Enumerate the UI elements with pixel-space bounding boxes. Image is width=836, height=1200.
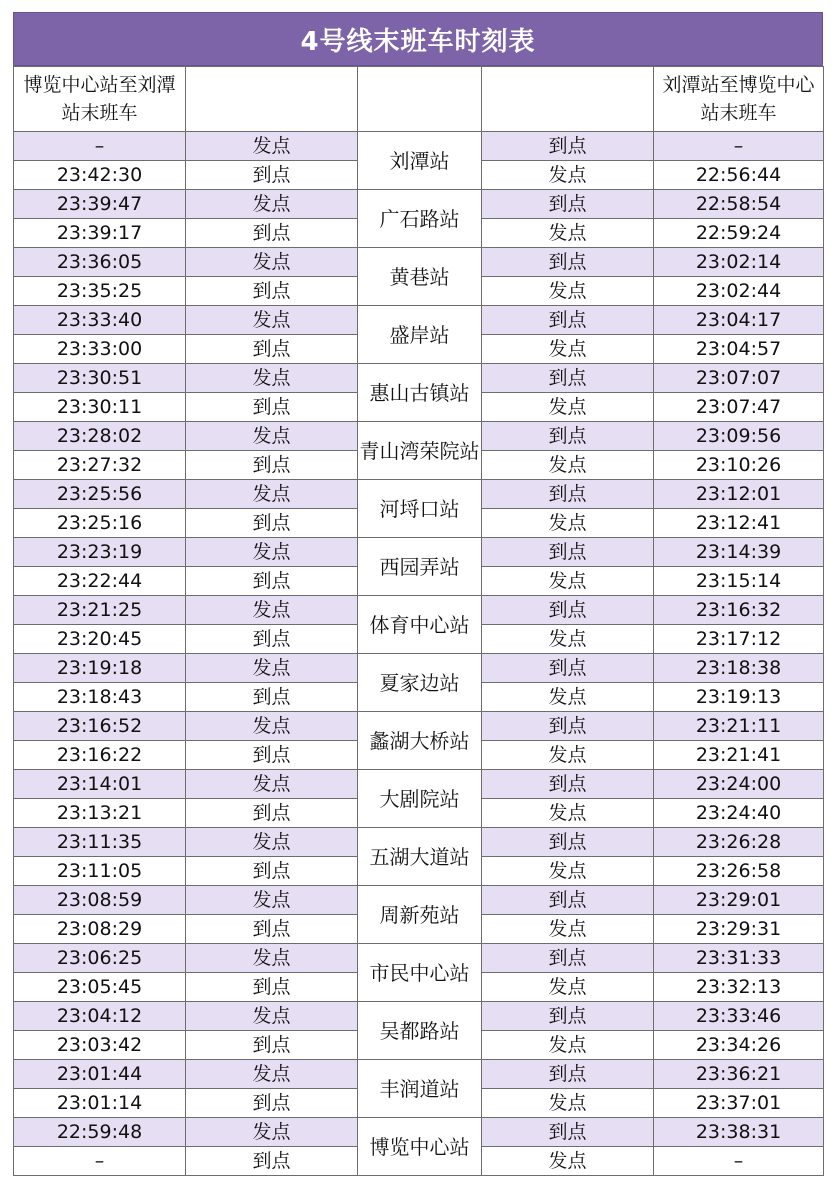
left-time-cell: 23:33:00 bbox=[14, 335, 186, 364]
left-time-cell: 23:14:01 bbox=[14, 770, 186, 799]
right-time-cell: 22:58:54 bbox=[654, 190, 824, 219]
right-time-cell: 23:12:01 bbox=[654, 480, 824, 509]
table-row bbox=[14, 364, 824, 393]
left-type-cell: 发点 bbox=[186, 596, 358, 625]
station-name-cell: 刘潭站 bbox=[358, 132, 482, 190]
left-type-cell: 发点 bbox=[186, 1060, 358, 1089]
right-time-cell: 23:10:26 bbox=[654, 451, 824, 480]
table-row bbox=[14, 132, 824, 161]
left-time-cell: 23:42:30 bbox=[14, 161, 186, 190]
table-row bbox=[14, 480, 824, 509]
right-time-cell: 23:26:28 bbox=[654, 828, 824, 857]
left-time-cell: 23:06:25 bbox=[14, 944, 186, 973]
right-type-cell: 到点 bbox=[482, 886, 654, 915]
right-time-cell: 23:14:39 bbox=[654, 538, 824, 567]
right-time-cell: – bbox=[654, 1147, 824, 1176]
right-type-cell: 到点 bbox=[482, 1002, 654, 1031]
left-time-cell: 23:13:21 bbox=[14, 799, 186, 828]
left-time-cell: 23:16:22 bbox=[14, 741, 186, 770]
left-type-cell: 到点 bbox=[186, 1147, 358, 1176]
right-time-cell: 23:04:17 bbox=[654, 306, 824, 335]
right-type-cell: 到点 bbox=[482, 654, 654, 683]
right-type-cell: 到点 bbox=[482, 480, 654, 509]
left-type-cell: 发点 bbox=[186, 248, 358, 277]
right-time-cell: 23:37:01 bbox=[654, 1089, 824, 1118]
station-name-cell: 青山湾荣院站 bbox=[358, 422, 482, 480]
right-type-cell: 发点 bbox=[482, 277, 654, 306]
right-type-cell: 到点 bbox=[482, 770, 654, 799]
left-time-cell: 23:25:16 bbox=[14, 509, 186, 538]
header-station bbox=[358, 67, 482, 132]
station-name-cell: 体育中心站 bbox=[358, 596, 482, 654]
right-type-cell: 到点 bbox=[482, 596, 654, 625]
right-time-cell: 23:31:33 bbox=[654, 944, 824, 973]
left-type-cell: 到点 bbox=[186, 509, 358, 538]
station-name-cell: 周新苑站 bbox=[358, 886, 482, 944]
left-type-cell: 发点 bbox=[186, 770, 358, 799]
left-type-cell: 到点 bbox=[186, 973, 358, 1002]
station-name-cell: 吴都路站 bbox=[358, 1002, 482, 1060]
right-time-cell: 23:09:56 bbox=[654, 422, 824, 451]
timetable bbox=[13, 66, 824, 1176]
right-time-cell: 23:04:57 bbox=[654, 335, 824, 364]
left-time-cell: 23:18:43 bbox=[14, 683, 186, 712]
left-type-cell: 发点 bbox=[186, 538, 358, 567]
right-type-cell: 发点 bbox=[482, 973, 654, 1002]
header-right-direction: 刘潭站至博览中心站末班车 bbox=[654, 67, 824, 132]
left-time-cell: 23:01:14 bbox=[14, 1089, 186, 1118]
left-type-cell: 到点 bbox=[186, 219, 358, 248]
header-mid-left bbox=[186, 67, 358, 132]
left-time-cell: 23:03:42 bbox=[14, 1031, 186, 1060]
left-type-cell: 到点 bbox=[186, 451, 358, 480]
right-time-cell: 23:34:26 bbox=[654, 1031, 824, 1060]
right-type-cell: 到点 bbox=[482, 190, 654, 219]
station-name-cell: 广石路站 bbox=[358, 190, 482, 248]
right-type-cell: 发点 bbox=[482, 683, 654, 712]
left-time-cell: 23:08:59 bbox=[14, 886, 186, 915]
table-row bbox=[14, 944, 824, 973]
station-name-cell: 西园弄站 bbox=[358, 538, 482, 596]
right-time-cell: 23:26:58 bbox=[654, 857, 824, 886]
right-type-cell: 发点 bbox=[482, 335, 654, 364]
table-row bbox=[14, 712, 824, 741]
left-time-cell: 23:20:45 bbox=[14, 625, 186, 654]
left-time-cell: 23:08:29 bbox=[14, 915, 186, 944]
right-time-cell: 23:21:11 bbox=[654, 712, 824, 741]
left-type-cell: 发点 bbox=[186, 828, 358, 857]
station-name-cell: 黄巷站 bbox=[358, 248, 482, 306]
right-time-cell: 23:24:40 bbox=[654, 799, 824, 828]
right-time-cell: 23:33:46 bbox=[654, 1002, 824, 1031]
right-type-cell: 发点 bbox=[482, 393, 654, 422]
left-time-cell: – bbox=[14, 1147, 186, 1176]
right-time-cell: 23:15:14 bbox=[654, 567, 824, 596]
left-type-cell: 发点 bbox=[186, 190, 358, 219]
left-time-cell: 23:11:35 bbox=[14, 828, 186, 857]
left-time-cell: 23:19:18 bbox=[14, 654, 186, 683]
right-type-cell: 到点 bbox=[482, 132, 654, 161]
left-type-cell: 发点 bbox=[186, 306, 358, 335]
left-type-cell: 到点 bbox=[186, 683, 358, 712]
left-type-cell: 发点 bbox=[186, 712, 358, 741]
table-row bbox=[14, 1118, 824, 1147]
right-time-cell: 22:56:44 bbox=[654, 161, 824, 190]
right-time-cell: 23:29:31 bbox=[654, 915, 824, 944]
table-row bbox=[14, 248, 824, 277]
left-time-cell: 23:22:44 bbox=[14, 567, 186, 596]
right-time-cell: 22:59:24 bbox=[654, 219, 824, 248]
right-time-cell: 23:07:47 bbox=[654, 393, 824, 422]
right-type-cell: 到点 bbox=[482, 712, 654, 741]
table-row bbox=[14, 1002, 824, 1031]
right-type-cell: 到点 bbox=[482, 306, 654, 335]
right-time-cell: 23:38:31 bbox=[654, 1118, 824, 1147]
right-time-cell: 23:17:12 bbox=[654, 625, 824, 654]
left-type-cell: 发点 bbox=[186, 422, 358, 451]
timetable-sheet bbox=[13, 12, 823, 1176]
table-row bbox=[14, 422, 824, 451]
right-time-cell: 23:36:21 bbox=[654, 1060, 824, 1089]
left-type-cell: 到点 bbox=[186, 915, 358, 944]
station-name-cell: 惠山古镇站 bbox=[358, 364, 482, 422]
right-time-cell: 23:07:07 bbox=[654, 364, 824, 393]
left-time-cell: 23:11:05 bbox=[14, 857, 186, 886]
right-type-cell: 到点 bbox=[482, 1118, 654, 1147]
left-time-cell: 23:27:32 bbox=[14, 451, 186, 480]
station-name-cell: 五湖大道站 bbox=[358, 828, 482, 886]
left-time-cell: 23:01:44 bbox=[14, 1060, 186, 1089]
station-name-cell: 丰润道站 bbox=[358, 1060, 482, 1118]
left-type-cell: 发点 bbox=[186, 1002, 358, 1031]
left-type-cell: 发点 bbox=[186, 364, 358, 393]
left-type-cell: 发点 bbox=[186, 480, 358, 509]
left-type-cell: 发点 bbox=[186, 886, 358, 915]
table-row bbox=[14, 654, 824, 683]
right-type-cell: 发点 bbox=[482, 1031, 654, 1060]
station-name-cell: 夏家边站 bbox=[358, 654, 482, 712]
right-type-cell: 到点 bbox=[482, 422, 654, 451]
right-type-cell: 发点 bbox=[482, 799, 654, 828]
right-time-cell: 23:21:41 bbox=[654, 741, 824, 770]
left-type-cell: 到点 bbox=[186, 393, 358, 422]
left-type-cell: 到点 bbox=[186, 161, 358, 190]
left-type-cell: 发点 bbox=[186, 654, 358, 683]
table-row bbox=[14, 538, 824, 567]
left-time-cell: – bbox=[14, 132, 186, 161]
station-name-cell: 河埒口站 bbox=[358, 480, 482, 538]
left-time-cell: 22:59:48 bbox=[14, 1118, 186, 1147]
table-row bbox=[14, 596, 824, 625]
left-time-cell: 23:36:05 bbox=[14, 248, 186, 277]
left-time-cell: 23:23:19 bbox=[14, 538, 186, 567]
right-type-cell: 发点 bbox=[482, 451, 654, 480]
table-row bbox=[14, 886, 824, 915]
right-type-cell: 发点 bbox=[482, 509, 654, 538]
right-type-cell: 到点 bbox=[482, 364, 654, 393]
left-time-cell: 23:33:40 bbox=[14, 306, 186, 335]
timetable-body bbox=[14, 132, 824, 1176]
left-time-cell: 23:25:56 bbox=[14, 480, 186, 509]
table-row bbox=[14, 828, 824, 857]
right-type-cell: 到点 bbox=[482, 828, 654, 857]
table-row bbox=[14, 1060, 824, 1089]
left-time-cell: 23:39:17 bbox=[14, 219, 186, 248]
right-time-cell: 23:29:01 bbox=[654, 886, 824, 915]
left-type-cell: 发点 bbox=[186, 1118, 358, 1147]
right-type-cell: 发点 bbox=[482, 1147, 654, 1176]
right-type-cell: 到点 bbox=[482, 538, 654, 567]
left-type-cell: 到点 bbox=[186, 277, 358, 306]
left-time-cell: 23:35:25 bbox=[14, 277, 186, 306]
right-time-cell: 23:19:13 bbox=[654, 683, 824, 712]
left-type-cell: 到点 bbox=[186, 567, 358, 596]
table-row bbox=[14, 190, 824, 219]
left-time-cell: 23:39:47 bbox=[14, 190, 186, 219]
station-name-cell: 博览中心站 bbox=[358, 1118, 482, 1176]
right-type-cell: 发点 bbox=[482, 741, 654, 770]
header-mid-right bbox=[482, 67, 654, 132]
right-time-cell: 23:12:41 bbox=[654, 509, 824, 538]
table-row bbox=[14, 306, 824, 335]
right-time-cell: 23:02:44 bbox=[654, 277, 824, 306]
left-time-cell: 23:21:25 bbox=[14, 596, 186, 625]
right-time-cell: 23:16:32 bbox=[654, 596, 824, 625]
left-time-cell: 23:30:11 bbox=[14, 393, 186, 422]
right-time-cell: 23:18:38 bbox=[654, 654, 824, 683]
right-type-cell: 到点 bbox=[482, 248, 654, 277]
left-type-cell: 到点 bbox=[186, 799, 358, 828]
right-time-cell: 23:02:14 bbox=[654, 248, 824, 277]
right-type-cell: 到点 bbox=[482, 1060, 654, 1089]
right-type-cell: 到点 bbox=[482, 944, 654, 973]
left-time-cell: 23:30:51 bbox=[14, 364, 186, 393]
station-name-cell: 蠡湖大桥站 bbox=[358, 712, 482, 770]
left-time-cell: 23:16:52 bbox=[14, 712, 186, 741]
station-name-cell: 盛岸站 bbox=[358, 306, 482, 364]
left-type-cell: 到点 bbox=[186, 741, 358, 770]
left-type-cell: 到点 bbox=[186, 1031, 358, 1060]
station-name-cell: 市民中心站 bbox=[358, 944, 482, 1002]
right-type-cell: 发点 bbox=[482, 857, 654, 886]
right-type-cell: 发点 bbox=[482, 161, 654, 190]
right-type-cell: 发点 bbox=[482, 219, 654, 248]
left-type-cell: 到点 bbox=[186, 335, 358, 364]
left-time-cell: 23:04:12 bbox=[14, 1002, 186, 1031]
right-time-cell: 23:32:13 bbox=[654, 973, 824, 1002]
right-type-cell: 发点 bbox=[482, 625, 654, 654]
right-type-cell: 发点 bbox=[482, 915, 654, 944]
left-type-cell: 到点 bbox=[186, 857, 358, 886]
right-type-cell: 发点 bbox=[482, 567, 654, 596]
header-left-direction: 博览中心站至刘潭站末班车 bbox=[14, 67, 186, 132]
right-type-cell: 发点 bbox=[482, 1089, 654, 1118]
left-type-cell: 发点 bbox=[186, 944, 358, 973]
left-type-cell: 到点 bbox=[186, 1089, 358, 1118]
left-time-cell: 23:28:02 bbox=[14, 422, 186, 451]
table-row bbox=[14, 770, 824, 799]
timetable-title: 4号线末班车时刻表 bbox=[13, 12, 823, 66]
left-time-cell: 23:05:45 bbox=[14, 973, 186, 1002]
left-type-cell: 到点 bbox=[186, 625, 358, 654]
header-row bbox=[14, 67, 824, 132]
left-type-cell: 发点 bbox=[186, 132, 358, 161]
right-time-cell: – bbox=[654, 132, 824, 161]
right-time-cell: 23:24:00 bbox=[654, 770, 824, 799]
station-name-cell: 大剧院站 bbox=[358, 770, 482, 828]
